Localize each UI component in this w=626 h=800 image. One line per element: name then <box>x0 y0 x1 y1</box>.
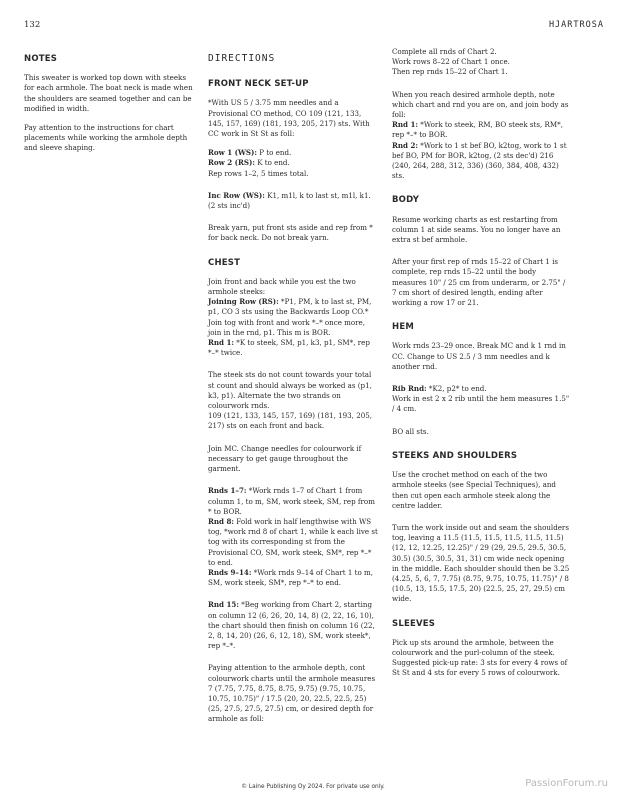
body-rnd2-text: *Work to 1 st bef BO, k2tog, work to 1 st bef BO, PM for BOR, k2tog, (2 sts dec'd) 216 (240, 264, 288, 312, 336) (360, 384, 408, 432) sts. <box>392 140 567 181</box>
bind-off-text: BO all sts. <box>392 426 429 436</box>
join-mc-text: Join MC. Change needles for colourwork if necessary to get gauge throughout the garment. <box>208 443 362 474</box>
inc-row-text: K1, m1l, k to last st, m1l, k1. <box>264 190 371 200</box>
sleeves-paragraph: Pick up sts around the armhole, between the colourwork and the purl-column of the steek. Suggested pick-up rate: 3 sts for every 4 rows of St St and 4 sts for every 5 rows of colourwork. <box>392 637 568 678</box>
steek-note <box>208 370 378 431</box>
hem-heading: HEM <box>392 322 414 333</box>
hem-rib <box>392 384 570 415</box>
rib-rnd-text: *K2, p2* to end. <box>426 384 487 394</box>
notes-column <box>24 54 194 163</box>
row2-text: K to end. <box>254 158 290 168</box>
rnds-9-14-text: *Work rnds 9–14 of Chart 1 to m, SM, work steek, SM*, rep *–* to end. <box>208 567 374 588</box>
steek-note-text: The steek sts do not count towards your total st count and should always be worked as (p1, k3, p1). Alternate the two strands on colourwork rnds. <box>208 370 372 411</box>
rnd-15 <box>208 600 378 651</box>
directions-column <box>208 54 378 734</box>
chest-rnd1-label: Rnd 1: <box>208 338 235 348</box>
inc-row-label: Inc Row (WS): <box>208 190 265 200</box>
body-heading: BODY <box>392 195 420 206</box>
body-rnd1-text: *Work to steek, RM, BO steek sts, RM*, rep *–* to BOR. <box>392 120 563 140</box>
copyright-footer: © Laine Publishing Oy 2024. For private use only. <box>241 784 385 790</box>
directions-title: DIRECTIONS <box>208 53 276 64</box>
front-neck-rows <box>208 148 378 179</box>
chest-intro <box>208 277 378 359</box>
rnd-15-text: *Beg working from Chart 2, starting on column 12 (6, 26, 20, 14, 8) (2, 22, 16, 10), the chart should then finish on column 16 (22, 2, 8, 14, 20) (26, 6, 12, 18), SM, work steek*, rep *–*. <box>208 600 375 651</box>
chest-rnd1-text: *K to steek, SM, p1, k3, p1, SM*, rep *–* twice. <box>208 338 370 358</box>
chart-completion-text: Complete all rnds of Chart 2. Work rows 8–22 of Chart 1 once. Then rep rnds 15–22 of Chart 1. <box>392 47 510 77</box>
rnds-1-7-label: Rnds 1–7: <box>208 486 247 496</box>
armhole-join-text: When you reach desired armhole depth, note which chart and rnd you are on, and join body as foll: <box>392 89 569 120</box>
body-rnd1-label: Rnd 1: <box>392 120 419 130</box>
front-neck-intro: *With US 5 / 3.75 mm needles and a Provisional CO method, CO 109 (121, 133, 145, 157, 169) (181, 193, 205, 217) sts. With CC work in St St as foll: <box>208 98 370 139</box>
row1-label: Row 1 (WS): <box>208 148 258 158</box>
joining-row-label: Joining Row (RS): <box>208 297 279 307</box>
front-neck-heading: FRONT NECK SET-UP <box>208 79 309 90</box>
sleeves-heading: SLEEVES <box>392 618 436 629</box>
chest-rounds <box>208 486 378 588</box>
join-body-rounds <box>392 120 570 181</box>
body-rnd2-label: Rnd 2: <box>392 140 419 150</box>
notes-paragraph: Pay attention to the instructions for chart placements while working the armhole depth and sleeve shaping. <box>24 123 188 153</box>
rnd-8-label: Rnd 8: <box>208 516 235 526</box>
rnds-9-14-label: Rnds 9–14: <box>208 567 252 577</box>
hem-paragraph: Work rnds 23–29 once. Break MC and k 1 rnd in CC. Change to US 2.5 / 3 mm needles and k another rnd. <box>392 341 566 371</box>
rib-rnd-label: Rib Rnd: <box>392 384 427 394</box>
body-paragraph: Resume working charts as est restarting from column 1 at side seams. You no longer have an extra st bef armhole. <box>392 214 561 245</box>
steeks-paragraph: Use the crochet method on each of the two armhole steeks (see Special Techniques), and then cut open each armhole steek along the centre ladder. <box>392 470 556 510</box>
row1-text: P to end. <box>257 148 292 158</box>
right-column <box>392 47 570 688</box>
chest-intro-text: Join front and back while you est the two armhole steeks: <box>208 276 356 297</box>
page-number: 132 <box>24 20 41 30</box>
rnds-1-7-text: *Work rnds 1–7 of Chart 1 from column 1, to m, SM, work steek, SM, rep from * to BOR. <box>208 486 375 516</box>
break-yarn-text: Break yarn, put front sts aside and rep from * for back neck. Do not break yarn. <box>208 223 373 243</box>
armhole-depth-text: Paying attention to the armhole depth, cont colourwork charts until the armhole measures 7 (7.75, 7.75, 8.75, 8.75, 9.75) (9.75, 10.75, 10.75, 10.75)" / 17.5 (20, 20, 22.5, 22.5, 25) (25, 27.5, 27.5, 27.5) cm, or desired depth for armhole as foll: <box>208 663 376 724</box>
rnd-15-label: Rnd 15: <box>208 600 239 610</box>
running-title: HJARTROSA <box>548 20 604 30</box>
stitch-count-text: 109 (121, 133, 145, 157, 169) (181, 193, 205, 217) sts on each front and back. <box>208 411 372 431</box>
chest-heading: CHEST <box>208 257 241 268</box>
row2-label: Row 2 (RS): <box>208 158 255 168</box>
shoulders-paragraph: Turn the work inside out and seam the shoulders tog, leaving a 11.5 (11.5, 11.5, 11.5, 11.5, 11.5) (12, 12, 12.25, 12.25)" / 29 (29, 29.5, 29.5, 30.5, 30.5) (30.5, 30.5, 31, 31) cm wide neck opening in the middle. Each shoulder should then be 3.25 (4.25, 5, 6, 7, 7.75) (8.75, 9.75, 10.75, 11.75)" / 8 (10.5, 13, 15.5, 17.5, 20) (22.5, 25, 27, 29.5) cm wide. <box>392 522 570 604</box>
inc-row-note: (2 sts inc'd) <box>208 201 250 211</box>
steeks-heading: STEEKS AND SHOULDERS <box>392 450 518 461</box>
rnd-8-text: Fold work in half lengthwise with WS tog, *work rnd 8 of chart 1, while k each live st tog with its corresponding st from the Provisional CO, SM, work steek, SM*, rep *–* to end. <box>208 516 378 567</box>
page-header <box>24 20 604 34</box>
body-paragraph: After your first rep of rnds 15–22 of Chart 1 is complete, rep rnds 15–22 until the body measures 10" / 25 cm from underarm, or 2.75" / 7 cm short of desired length, ending after working a row 17 or 21. <box>392 257 566 308</box>
joining-row-text: *P1, PM, k to last st, PM, p1, CO 3 sts using the Backwards Loop CO.* Join tog with front and work *–* once more, join in the rnd, p1. This m is BOR. <box>208 297 372 337</box>
watermark: PassionForum.ru <box>525 778 608 789</box>
notes-paragraph: This sweater is worked top down with steeks for each armhole. The boat neck is made when the shoulders are seamed together and can be modified in width. <box>24 73 193 113</box>
inc-row <box>208 191 378 211</box>
rep-text: Rep rows 1–2, 5 times total. <box>208 168 309 178</box>
rib-measure-text: Work in est 2 x 2 rib until the hem measures 1.5" / 4 cm. <box>392 394 570 414</box>
notes-heading: NOTES <box>24 54 58 64</box>
